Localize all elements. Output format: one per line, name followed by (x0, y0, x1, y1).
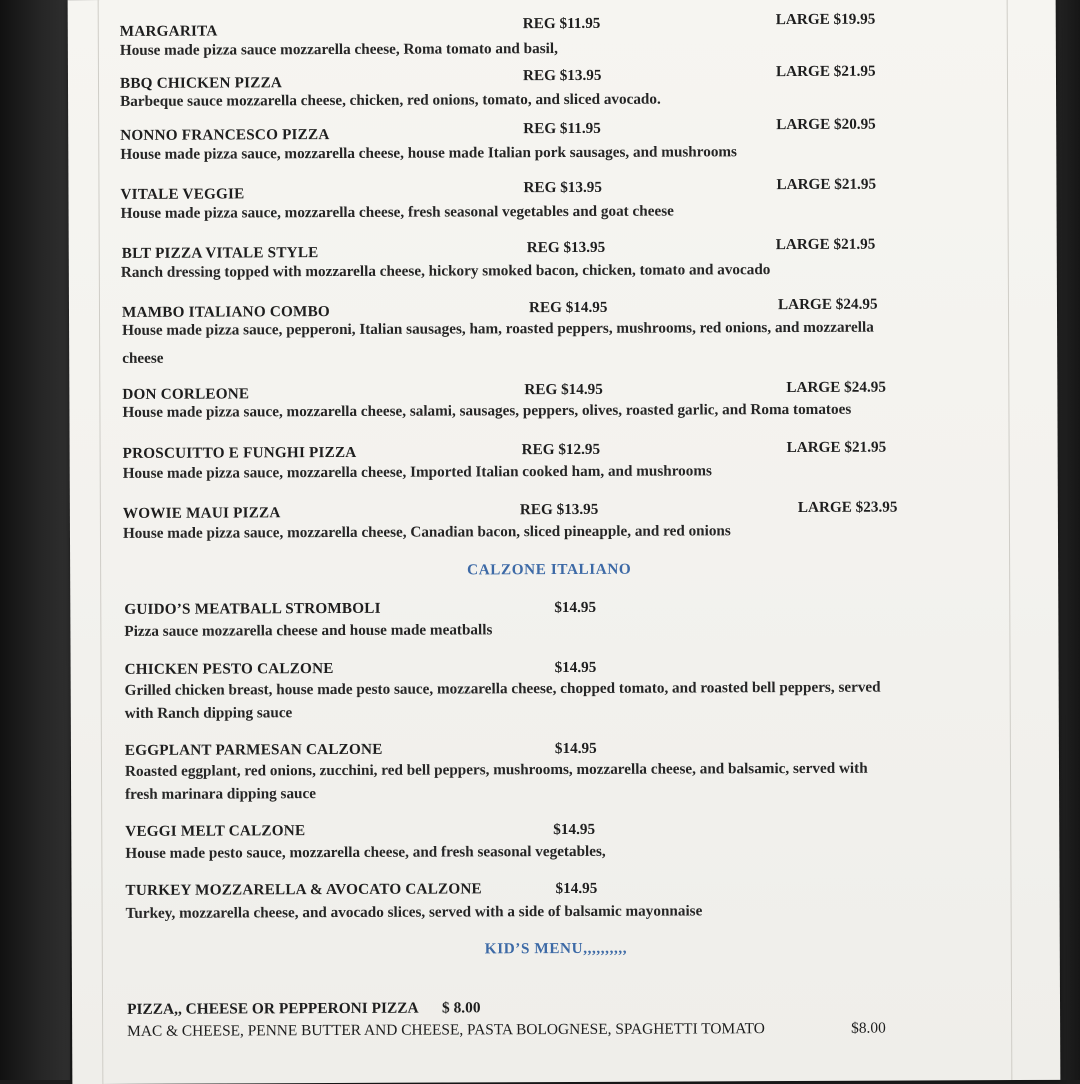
pizza-large-price: LARGE $24.95 (778, 295, 878, 315)
pizza-description: House made pizza sauce mozzarella cheese, Roma tomato and basil, (120, 39, 558, 61)
kids-pizza-price: $ 8.00 (442, 998, 481, 1018)
kids-menu-heading: KID’S MENU,,,,,,,,,, (485, 939, 627, 960)
pizza-description: Barbeque sauce mozzarella cheese, chicken, red onions, tomato, and sliced avocado. (120, 90, 661, 112)
pizza-reg-price: REG $11.95 (523, 119, 601, 139)
pizza-reg-price: REG $13.95 (527, 238, 606, 258)
pizza-description: House made pizza sauce, mozzarella cheese, salami, sausages, peppers, olives, roasted garlic, and Roma tomatoes (122, 400, 851, 423)
calzone-price: $14.95 (553, 820, 595, 840)
calzone-price: $14.95 (555, 658, 597, 678)
pizza-description-cont: cheese (122, 349, 163, 369)
pizza-description: Ranch dressing topped with mozzarella cheese, hickory smoked bacon, chicken, tomato and avocado (121, 260, 771, 283)
pizza-large-price: LARGE $19.95 (776, 10, 876, 30)
pizza-reg-price: REG $12.95 (522, 440, 601, 460)
pizza-reg-price: REG $14.95 (524, 380, 603, 400)
pizza-description: House made pizza sauce, mozzarella cheese, Canadian bacon, sliced pineapple, and red onions (123, 521, 731, 544)
calzone-heading: CALZONE ITALIANO (467, 560, 631, 581)
pizza-large-price: LARGE $21.95 (776, 175, 876, 195)
pizza-reg-price: REG $11.95 (523, 14, 601, 34)
pizza-description: House made pizza sauce, mozzarella cheese, house made Italian pork sausages, and mushrooms (120, 142, 737, 165)
pizza-description: House made pizza sauce, pepperoni, Italian sausages, ham, roasted peppers, mushrooms, red onions, and mozzarella (122, 318, 874, 341)
calzone-name: EGGPLANT PARMESAN CALZONE (125, 740, 383, 761)
calzone-description: Grilled chicken breast, house made pesto sauce, mozzarella cheese, chopped tomato, and roasted bell peppers, served (125, 678, 881, 701)
calzone-name: GUIDO’S MEATBALL STROMBOLI (124, 599, 380, 620)
pizza-large-price: LARGE $21.95 (776, 235, 876, 255)
calzone-description: Turkey, mozzarella cheese, and avocado slices, served with a side of balsamic mayonnaise (126, 901, 703, 924)
pizza-name: BBQ CHICKEN PIZZA (120, 73, 282, 94)
calzone-description: Pizza sauce mozzarella cheese and house made meatballs (124, 620, 492, 642)
calzone-name: TURKEY MOZZARELLA & AVOCATO CALZONE (125, 879, 481, 901)
pizza-name: NONNO FRANCESCO PIZZA (120, 125, 329, 146)
pizza-name: MAMBO ITALIANO COMBO (122, 302, 330, 323)
pizza-name: BLT PIZZA VITALE STYLE (122, 243, 319, 264)
calzone-price: $14.95 (555, 739, 597, 759)
calzone-name: VEGGI MELT CALZONE (125, 821, 305, 842)
calzone-description-cont: fresh marinara dipping sauce (125, 784, 316, 805)
backdrop-left (0, 0, 70, 1080)
calzone-description-cont: with Ranch dipping sauce (125, 703, 293, 724)
pizza-name: VITALE VEGGIE (120, 184, 244, 205)
calzone-price: $14.95 (555, 879, 597, 899)
pizza-large-price: LARGE $23.95 (798, 498, 898, 518)
pizza-description: House made pizza sauce, mozzarella cheese, Imported Italian cooked ham, and mushrooms (123, 461, 712, 484)
calzone-price: $14.95 (554, 598, 596, 618)
kids-pasta-price: $8.00 (851, 1019, 886, 1039)
pizza-reg-price: REG $13.95 (520, 500, 599, 520)
pizza-large-price: LARGE $21.95 (787, 438, 887, 458)
calzone-name: CHICKEN PESTO CALZONE (125, 659, 334, 680)
pizza-reg-price: REG $13.95 (523, 178, 602, 198)
kids-pasta-line: MAC & CHEESE, PENNE BUTTER AND CHEESE, PASTA BOLOGNESE, SPAGHETTI TOMATO (127, 1019, 765, 1042)
pizza-description: House made pizza sauce, mozzarella cheese, fresh seasonal vegetables and goat cheese (121, 202, 674, 224)
kids-pizza-line: PIZZA,, CHEESE OR PEPPERONI PIZZA (127, 999, 419, 1020)
pizza-name: PROSCUITTO E FUNGHI PIZZA (123, 443, 357, 464)
pizza-reg-price: REG $14.95 (529, 298, 608, 318)
pizza-reg-price: REG $13.95 (523, 66, 602, 86)
pizza-large-price: LARGE $20.95 (776, 115, 876, 135)
pizza-name: WOWIE MAUI PIZZA (123, 503, 281, 524)
pizza-name: DON CORLEONE (122, 384, 249, 405)
pizza-large-price: LARGE $21.95 (776, 62, 876, 82)
calzone-description: House made pesto sauce, mozzarella cheese, and fresh seasonal vegetables, (125, 842, 605, 864)
menu-page (68, 0, 1061, 1084)
pizza-name: MARGARITA (120, 22, 218, 42)
pizza-large-price: LARGE $24.95 (786, 378, 886, 398)
calzone-description: Roasted eggplant, red onions, zucchini, red bell peppers, mushrooms, mozzarella cheese, and balsamic, served with (125, 759, 868, 782)
